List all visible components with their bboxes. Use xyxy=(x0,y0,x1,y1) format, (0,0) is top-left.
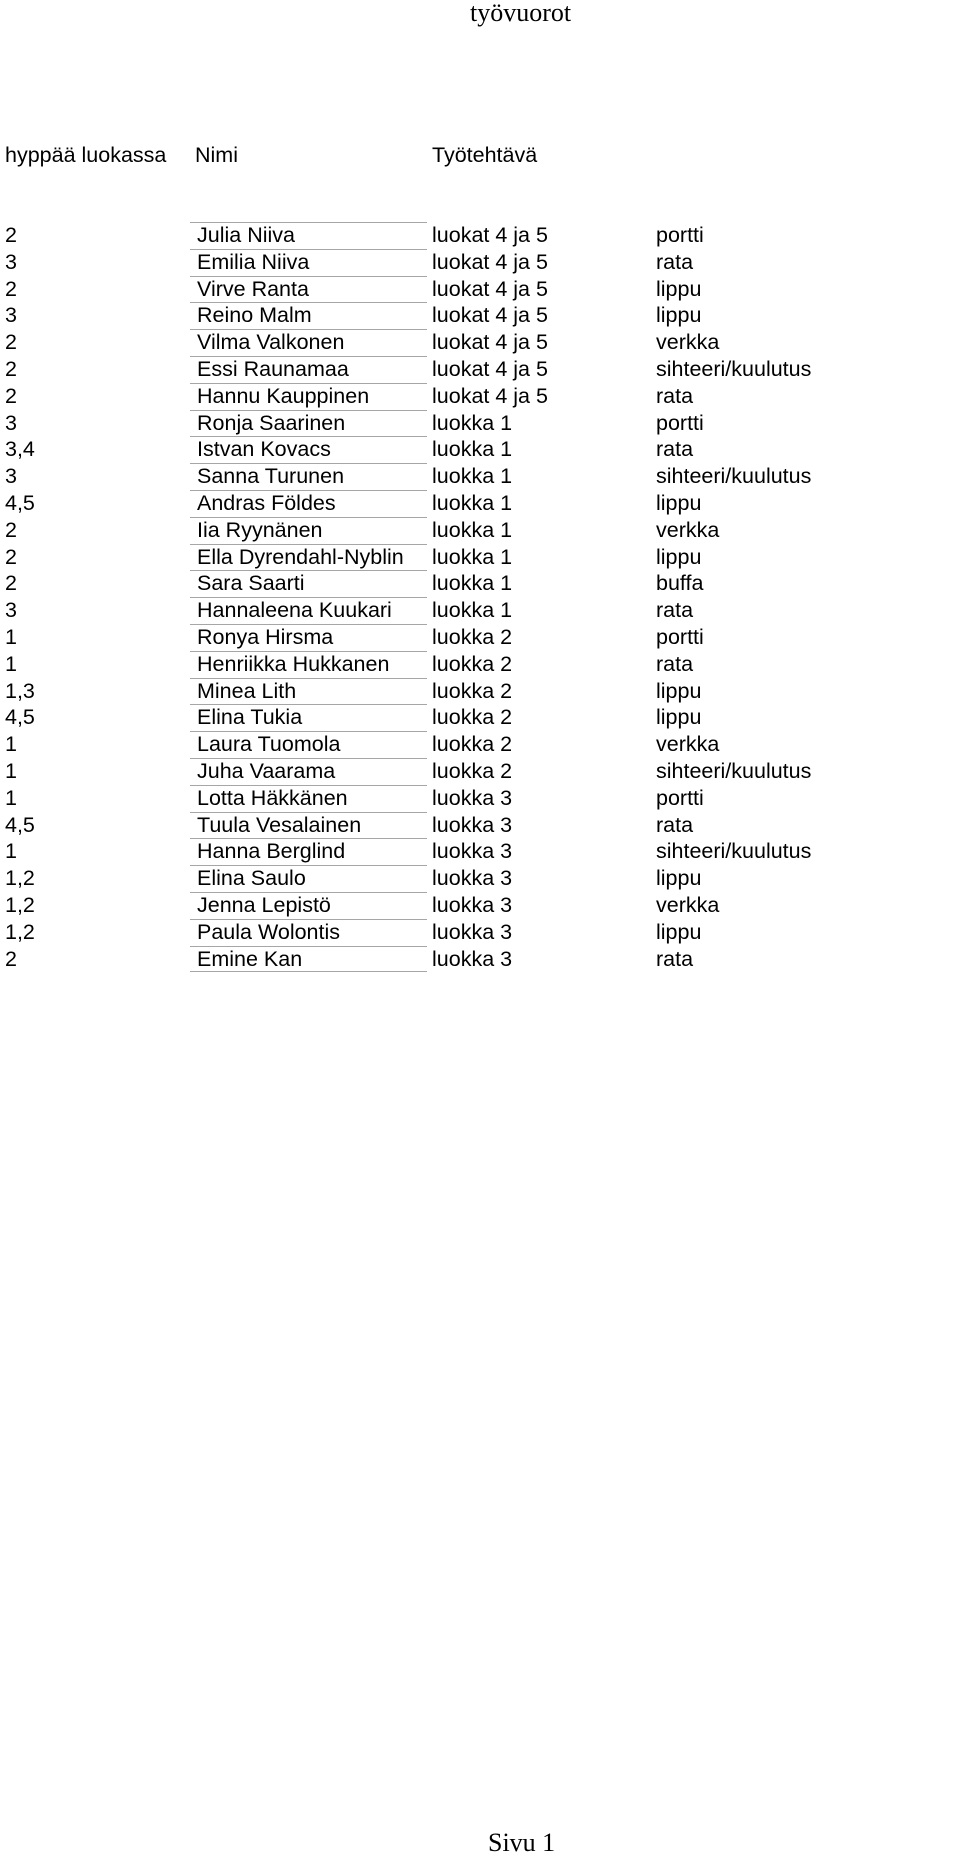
table-header xyxy=(0,142,960,169)
table-row xyxy=(0,812,960,839)
table-row xyxy=(0,758,960,785)
table-row xyxy=(0,919,960,946)
row-group: 1 xyxy=(5,758,17,783)
table-row xyxy=(0,678,960,705)
row-class: luokat 4 ja 5 xyxy=(432,383,548,408)
table-row xyxy=(0,410,960,437)
row-task: lippu xyxy=(656,490,702,515)
row-task: verkka xyxy=(656,732,720,757)
row-group: 1,2 xyxy=(5,892,35,917)
table-row xyxy=(0,436,960,463)
row-group: 1 xyxy=(5,785,17,810)
row-name: Essi Raunamaa xyxy=(190,356,427,383)
row-name: Sanna Turunen xyxy=(190,463,427,490)
row-name: Emilia Niiva xyxy=(190,249,427,276)
row-task: rata xyxy=(656,651,694,676)
row-task: sihteeri/kuulutus xyxy=(656,464,812,489)
row-group: 2 xyxy=(5,356,17,381)
row-task: lippu xyxy=(656,866,702,891)
row-task: verkka xyxy=(656,517,720,542)
table-row xyxy=(0,222,960,249)
row-class: luokat 4 ja 5 xyxy=(432,330,548,355)
row-class: luokka 2 xyxy=(432,758,513,783)
row-class: luokat 4 ja 5 xyxy=(432,303,548,328)
row-class: luokka 1 xyxy=(432,571,513,596)
table-row xyxy=(0,249,960,276)
row-class: luokka 1 xyxy=(432,598,513,623)
row-group: 2 xyxy=(5,223,17,247)
table-row xyxy=(0,544,960,571)
row-name: Virve Ranta xyxy=(190,276,427,303)
row-name: Hannu Kauppinen xyxy=(190,383,427,410)
table-row xyxy=(0,463,960,490)
row-group: 3 xyxy=(5,303,17,328)
row-name: Emine Kan xyxy=(190,946,427,973)
row-name: Ronya Hirsma xyxy=(190,624,427,651)
table-row xyxy=(0,356,960,383)
row-task: buffa xyxy=(656,571,704,596)
table-row xyxy=(0,597,960,624)
row-group: 3 xyxy=(5,598,17,623)
row-task: sihteeri/kuulutus xyxy=(656,839,812,864)
row-group: 1 xyxy=(5,624,17,649)
row-name: Hannaleena Kuukari xyxy=(190,597,427,624)
table-row xyxy=(0,570,960,597)
row-class: luokat 4 ja 5 xyxy=(432,249,548,274)
row-name: Elina Tukia xyxy=(190,704,427,731)
row-name: Henriikka Hukkanen xyxy=(190,651,427,678)
row-group: 3 xyxy=(5,249,17,274)
row-name: Tuula Vesalainen xyxy=(190,812,427,839)
row-class: luokka 2 xyxy=(432,705,513,730)
row-task: lippu xyxy=(656,544,702,569)
row-name: Andras Földes xyxy=(190,490,427,517)
row-class: luokat 4 ja 5 xyxy=(432,223,548,247)
row-task: sihteeri/kuulutus xyxy=(656,758,812,783)
row-group: 2 xyxy=(5,276,17,301)
row-class: luokka 3 xyxy=(432,785,513,810)
table-row xyxy=(0,651,960,678)
row-task: lippu xyxy=(656,678,702,703)
row-group: 2 xyxy=(5,517,17,542)
row-name: Reino Malm xyxy=(190,302,427,329)
row-group: 4,5 xyxy=(5,490,35,515)
row-name: Laura Tuomola xyxy=(190,731,427,758)
row-class: luokka 2 xyxy=(432,651,513,676)
row-class: luokka 3 xyxy=(432,812,513,837)
row-class: luokat 4 ja 5 xyxy=(432,356,548,381)
row-task: rata xyxy=(656,383,694,408)
row-class: luokka 2 xyxy=(432,732,513,757)
row-task: lippu xyxy=(656,919,702,944)
table-row xyxy=(0,704,960,731)
header-name: Nimi xyxy=(195,142,238,167)
row-name: Juha Vaarama xyxy=(190,758,427,785)
table-row xyxy=(0,731,960,758)
shift-table xyxy=(0,222,960,972)
row-class: luokka 2 xyxy=(432,624,513,649)
row-class: luokat 4 ja 5 xyxy=(432,276,548,301)
table-row xyxy=(0,329,960,356)
row-name: Sara Saarti xyxy=(190,570,427,597)
header-group: hyppää luokassa xyxy=(5,142,167,167)
row-task: rata xyxy=(656,946,694,971)
row-class: luokka 1 xyxy=(432,490,513,515)
row-class: luokka 1 xyxy=(432,544,513,569)
table-row xyxy=(0,946,960,973)
row-group: 2 xyxy=(5,946,17,971)
row-name: Lotta Häkkänen xyxy=(190,785,427,812)
row-name: Iia Ryynänen xyxy=(190,517,427,544)
row-name: Ella Dyrendahl-Nyblin xyxy=(190,544,427,571)
row-name: Jenna Lepistö xyxy=(190,892,427,919)
row-group: 1 xyxy=(5,839,17,864)
table-row xyxy=(0,785,960,812)
row-task: sihteeri/kuulutus xyxy=(656,356,812,381)
header-task: Työtehtävä xyxy=(432,142,538,167)
row-task: rata xyxy=(656,437,694,462)
row-class: luokka 3 xyxy=(432,839,513,864)
row-task: rata xyxy=(656,598,694,623)
table-row xyxy=(0,302,960,329)
row-group: 2 xyxy=(5,383,17,408)
row-class: luokka 1 xyxy=(432,410,513,435)
table-row xyxy=(0,383,960,410)
table-row xyxy=(0,517,960,544)
table-row xyxy=(0,624,960,651)
row-name: Elina Saulo xyxy=(190,865,427,892)
row-class: luokka 3 xyxy=(432,866,513,891)
row-group: 2 xyxy=(5,544,17,569)
row-class: luokka 3 xyxy=(432,946,513,971)
table-row xyxy=(0,490,960,517)
row-group: 4,5 xyxy=(5,812,35,837)
row-group: 2 xyxy=(5,571,17,596)
row-task: portti xyxy=(656,785,704,810)
row-class: luokka 3 xyxy=(432,919,513,944)
row-group: 3 xyxy=(5,464,17,489)
row-class: luokka 1 xyxy=(432,517,513,542)
table-row xyxy=(0,892,960,919)
row-name: Hanna Berglind xyxy=(190,838,427,865)
table-row xyxy=(0,865,960,892)
row-task: portti xyxy=(656,223,704,247)
row-class: luokka 2 xyxy=(432,678,513,703)
row-task: lippu xyxy=(656,705,702,730)
row-task: portti xyxy=(656,624,704,649)
row-group: 3 xyxy=(5,410,17,435)
row-class: luokka 1 xyxy=(432,437,513,462)
row-task: portti xyxy=(656,410,704,435)
row-task: lippu xyxy=(656,303,702,328)
row-class: luokka 3 xyxy=(432,892,513,917)
row-group: 3,4 xyxy=(5,437,35,462)
page-number: Sivu 1 xyxy=(488,1828,556,1857)
row-name: Minea Lith xyxy=(190,678,427,705)
row-group: 1,2 xyxy=(5,866,35,891)
row-name: Vilma Valkonen xyxy=(190,329,427,356)
row-task: rata xyxy=(656,812,694,837)
row-task: rata xyxy=(656,249,694,274)
row-name: Istvan Kovacs xyxy=(190,436,427,463)
row-group: 1 xyxy=(5,651,17,676)
row-group: 4,5 xyxy=(5,705,35,730)
row-task: verkka xyxy=(656,330,720,355)
row-group: 2 xyxy=(5,330,17,355)
row-name: Paula Wolontis xyxy=(190,919,427,946)
row-group: 1,2 xyxy=(5,919,35,944)
row-name: Ronja Saarinen xyxy=(190,410,427,437)
table-row xyxy=(0,276,960,303)
row-group: 1 xyxy=(5,732,17,757)
table-row xyxy=(0,838,960,865)
row-task: verkka xyxy=(656,892,720,917)
row-task: lippu xyxy=(656,276,702,301)
row-group: 1,3 xyxy=(5,678,35,703)
page-title: työvuorot xyxy=(470,0,572,27)
row-name: Julia Niiva xyxy=(190,222,427,249)
row-class: luokka 1 xyxy=(432,464,513,489)
